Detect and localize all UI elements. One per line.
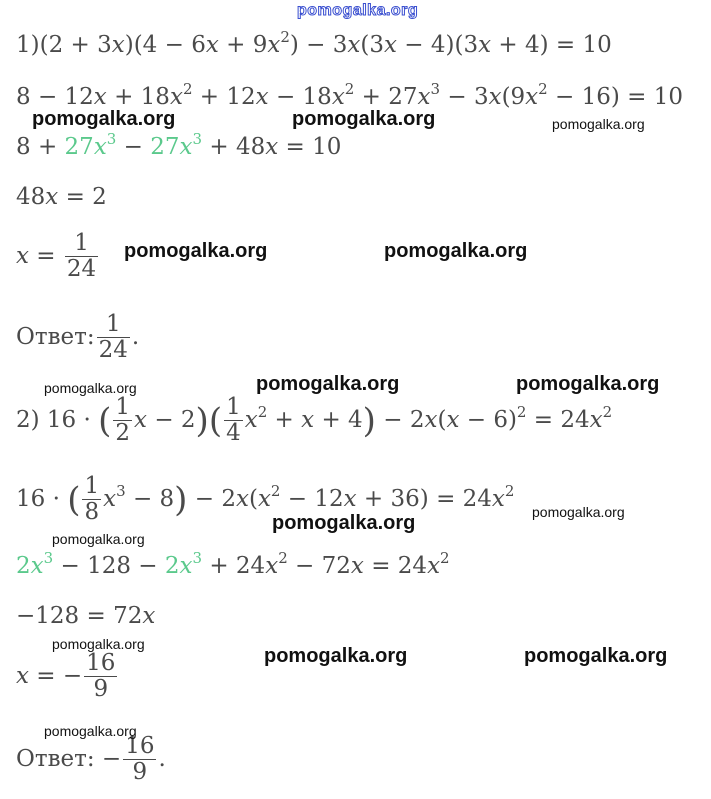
watermark: pomogalka.org (44, 380, 137, 396)
p1-line-5: x = $\frac{1}{24}$ (16, 230, 97, 283)
watermark: pomogalka.org (292, 108, 436, 130)
watermark: pomogalka.org (52, 531, 145, 547)
fraction: $\frac{1}{24}$ (66, 230, 97, 283)
p2-line-2: 16 · ( $\frac{1}{8}$ $x^3 - 8) - 2x(x^2 - 12x + 36) = 24x^2$ (16, 473, 515, 526)
fraction: $\frac{1}{8}$ (84, 473, 100, 526)
watermark: pomogalka.org (44, 723, 137, 739)
watermark: pomogalka.org (124, 240, 268, 262)
watermark: pomogalka.org (524, 645, 668, 667)
site-logo-watermark: pomogalka.org (297, 2, 419, 19)
watermark: pomogalka.org (552, 116, 645, 132)
watermark: pomogalka.org (264, 645, 408, 667)
p1-line-3: $8 + 27x^3 - 27x^3 + 48x = 10$ (16, 130, 342, 160)
fraction: $\frac{1}{24}$ (98, 311, 128, 364)
fraction: $\frac{16}{9}$ (125, 733, 155, 786)
fraction: $\frac{16}{9}$ (86, 650, 116, 703)
fraction: $\frac{1}{2}$ (115, 394, 131, 447)
watermark: pomogalka.org (52, 636, 145, 652)
p1-line-4: 48x = 2 (16, 184, 107, 210)
p2-line-1: 2) 16 · ( $\frac{1}{2}$ x − 2)( $\frac{1}{4}$ $x^2 + x + 4) - 2x(x - 6)^2 = 24x^2$ (16, 394, 613, 447)
watermark: pomogalka.org (32, 108, 176, 130)
p1-line-2: $8 - 12x + 18x^2 + 12x - 18x^2 + 27x^3 - 3x(9x^2 - 16) = 10$ (16, 80, 683, 110)
p2-line-3: $2x^3 - 128 - 2x^3 + 24x^2 - 72x = 24x^2$ (16, 549, 450, 579)
watermark: pomogalka.org (256, 373, 400, 395)
p2-line-4: −128 = 72x (16, 603, 156, 629)
watermark: pomogalka.org (384, 240, 528, 262)
watermark: pomogalka.org (272, 512, 416, 534)
watermark: pomogalka.org (516, 373, 660, 395)
p2-line-5: x = − $\frac{16}{9}$ (16, 650, 116, 703)
watermark: pomogalka.org (532, 504, 625, 520)
p1-line-1: $1)(2 + 3x)(4 - 6x + 9x^2) - 3x(3x - 4)(3x + 4) = 10$ (16, 28, 612, 58)
p2-answer: Ответ: − $\frac{16}{9}$ . (16, 733, 166, 786)
p1-answer: Ответ: $\frac{1}{24}$ . (16, 311, 140, 364)
fraction: $\frac{1}{4}$ (226, 394, 241, 447)
